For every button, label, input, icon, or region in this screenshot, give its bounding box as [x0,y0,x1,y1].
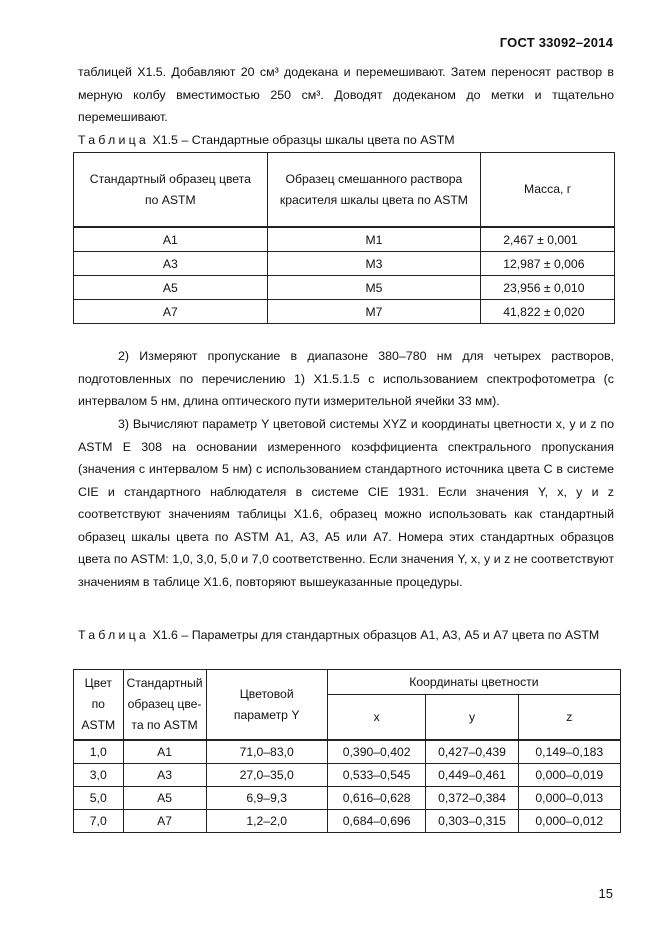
paragraph-color-parameter-calculation: 3) Вычисляют параметр Y цветовой системы XYZ и координаты цветности x, y и z по ASTM E 308 на основании измеренного коэффициента спектрального пропускания (значения с интервалом 5 нм) с использованием стандартного источника цвета С в системе CIE и стандартного наблюдателя в системе CIE 1931. Если значения Y, x, y и z соответствуют значениям таблицы Х1.6, образец можно использовать как стандартный образец шкалы цвета по ASTM А1, А3, А5 или А7. Номера этих стандартных образцов цвета по ASTM: 1,0, 3,0, 5,0 и 7,0 соответственно. Если значения Y, x, y и z не соответствуют значениям в таблице Х1.6, повторяют вышеуказанные процедуры. [78,417,614,589]
column-header-astm-sample: Стандартный образец цвета по ASTM [74,153,268,228]
cell-x: 0,684–0,696 [327,810,426,833]
cell-sample: А3 [123,764,206,787]
cell-z: 0,000–0,019 [518,764,620,787]
table-caption-word: Таблица [78,628,149,642]
table-row [74,276,615,300]
cell-sample: А7 [123,810,206,833]
cell-z: 0,000–0,012 [518,810,620,833]
table-caption-text: Х1.6 – Параметры для стандартных образцов А1, А3, А5 и А7 цвета по ASTM [152,628,600,642]
cell-z: 0,149–0,183 [518,740,620,764]
cell-mass: 41,822 ± 0,020 [481,300,615,324]
cell-solution: М7 [267,300,481,324]
column-header-standard-sample: Стандартный образец цве-та по ASTM [123,670,206,741]
column-header-y: y [426,695,518,741]
table-caption-x1-6 [78,625,618,645]
paragraph-dodecane-procedure: таблицей Х1.5. Добавляют 20 см³ додекана и перемешивают. Затем переносят раствор в мерную колбу вместимостью 250 см³. Доводят додеканом до метки и тщательно перемешивают. [78,65,614,124]
cell-sample: А5 [74,276,268,300]
table-caption-x1-5 [78,130,618,150]
table-row [74,740,621,764]
cell-x: 0,616–0,628 [327,787,426,810]
paragraph-transmission-measurement: 2) Измеряют пропускание в диапазоне 380–780 нм для четырех растворов, подготовленных по перечислению 1) Х1.5.1.5 с использованием спектрофотометра (с интервалом 5 нм, длина оптического пути измерительной ячейки 33 мм). [78,349,614,408]
table-caption-text: Х1.5 – Стандартные образцы шкалы цвета по ASTM [152,133,455,147]
cell-param-y: 1,2–2,0 [206,810,327,833]
cell-color: 1,0 [74,740,124,764]
cell-y: 0,303–0,315 [426,810,518,833]
cell-mass: 12,987 ± 0,006 [481,252,615,276]
cell-mass: 2,467 ± 0,001 [481,227,615,252]
table-row [74,764,621,787]
table-x1-5-standard-samples [73,152,615,324]
table-x1-6-color-parameters [73,669,621,833]
cell-color: 7,0 [74,810,124,833]
cell-solution: М3 [267,252,481,276]
cell-param-y: 6,9–9,3 [206,787,327,810]
document-standard-header: ГОСТ 33092–2014 [499,35,613,50]
cell-color: 5,0 [74,787,124,810]
cell-sample: А1 [123,740,206,764]
column-header-astm-color: Цвет по ASTM [74,670,124,741]
table-row [74,252,615,276]
cell-y: 0,449–0,461 [426,764,518,787]
table-row [74,787,621,810]
cell-x: 0,390–0,402 [327,740,426,764]
cell-y: 0,372–0,384 [426,787,518,810]
cell-sample: А7 [74,300,268,324]
cell-color: 3,0 [74,764,124,787]
cell-z: 0,000–0,013 [518,787,620,810]
cell-solution: М1 [267,227,481,252]
cell-param-y: 71,0–83,0 [206,740,327,764]
cell-sample: А3 [74,252,268,276]
column-header-x: x [327,695,426,741]
cell-y: 0,427–0,439 [426,740,518,764]
column-header-chromaticity-coordinates: Координаты цветности [327,670,620,695]
table-row [74,227,615,252]
table-row [74,810,621,833]
cell-param-y: 27,0–35,0 [206,764,327,787]
column-header-z: z [518,695,620,741]
page-number: 15 [598,886,613,901]
cell-sample: А1 [74,227,268,252]
column-header-mixed-solution: Образец смешанного раствора красителя шкалы цвета по ASTM [267,153,481,228]
cell-mass: 23,956 ± 0,010 [481,276,615,300]
cell-solution: М5 [267,276,481,300]
cell-x: 0,533–0,545 [327,764,426,787]
column-header-mass: Масса, г [481,153,615,228]
cell-sample: А5 [123,787,206,810]
column-header-color-parameter-y: Цветовой параметр Y [206,670,327,741]
table-row [74,300,615,324]
table-caption-word: Таблица [78,133,149,147]
